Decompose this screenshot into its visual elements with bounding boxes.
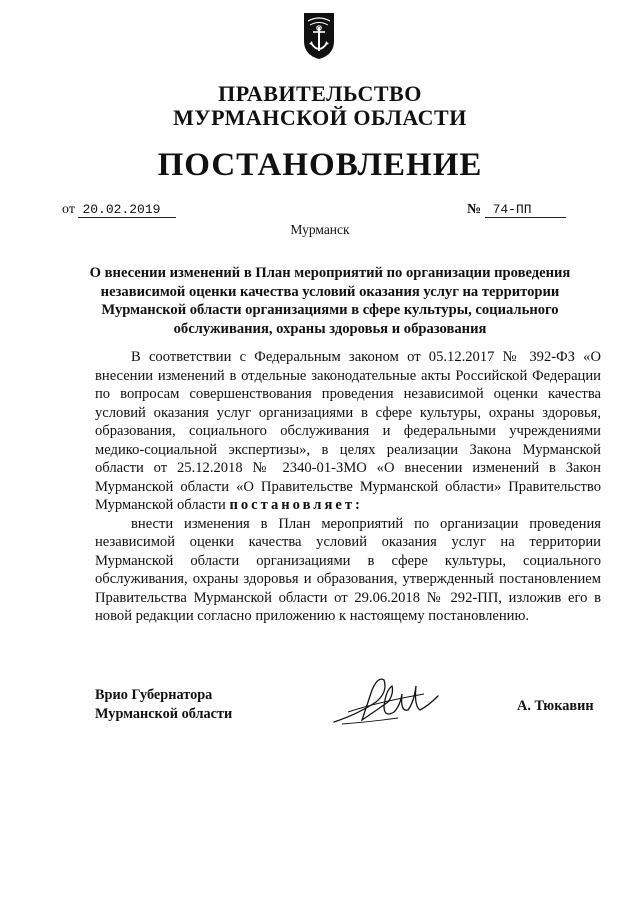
- subject-line: Мурманской области организациями в сфере культуры, социального: [101, 302, 559, 318]
- position-line: Мурманской области: [95, 706, 233, 722]
- document-date: [62, 202, 176, 218]
- position-line: Врио Губернатора: [95, 687, 213, 703]
- body-paragraph: [95, 348, 601, 515]
- paragraph-text: В соответствии с Федеральным законом от 05.12.2017 № 392-ФЗ «О внесении изменений в отдельные законодательные акты Российской Федерации по вопросам совершенствования проведения независимой оценки качества условий оказания услуг организациями в сфере культуры, охраны здоровья, образования, социального обслуживания и федеральными учреждениями медико-социальной экспертизы», в целях реализации Закона Мурманской области от 25.12.2018 № 2340-01-ЗМО «О внесении изменений в Закон Мурманской области «О Правительстве Мурманской области» Правительство Мурманской области: [95, 349, 601, 513]
- handwritten-signature: [328, 672, 446, 732]
- document-number: [467, 202, 566, 218]
- signatory-name: А. Тюкавин: [517, 698, 594, 714]
- body-paragraph: внести изменения в План мероприятий по организации проведения независимой оценки качества условий оказания услуг на территории Мурманской области организациями в сфере культуры, социального обслуживания, охраны здоровья и образования, утвержденный постановлением Правительства Мурманской области от 29.06.2018 № 292-ПП, изложив его в новой редакции согласно приложению к настоящему постановлению.: [95, 515, 601, 624]
- subject-line: обслуживания, охраны здоровья и образования: [173, 320, 487, 337]
- number-value: 74-ПП: [485, 202, 566, 218]
- document-subject: [70, 264, 590, 338]
- number-prefix: №: [467, 202, 482, 217]
- subject-line: О внесении изменений в План мероприятий по организации проведения: [89, 265, 571, 281]
- city: Мурманск: [290, 222, 350, 237]
- government-title-line2: МУРМАНСКОЙ ОБЛАСТИ: [173, 105, 467, 130]
- document-body: [95, 348, 601, 626]
- date-value: 20.02.2019: [78, 202, 176, 218]
- murmansk-coat-of-arms-icon: [302, 11, 336, 61]
- subject-line: независимой оценки качества условий оказания услуг на территории: [100, 283, 560, 300]
- decree-word: постановляет:: [229, 497, 363, 513]
- date-prefix: от: [62, 202, 75, 217]
- signatory-position: [95, 686, 232, 724]
- document-type: ПОСТАНОВЛЕНИЕ: [157, 147, 483, 183]
- government-title-line1: ПРАВИТЕЛЬСТВО: [218, 81, 422, 106]
